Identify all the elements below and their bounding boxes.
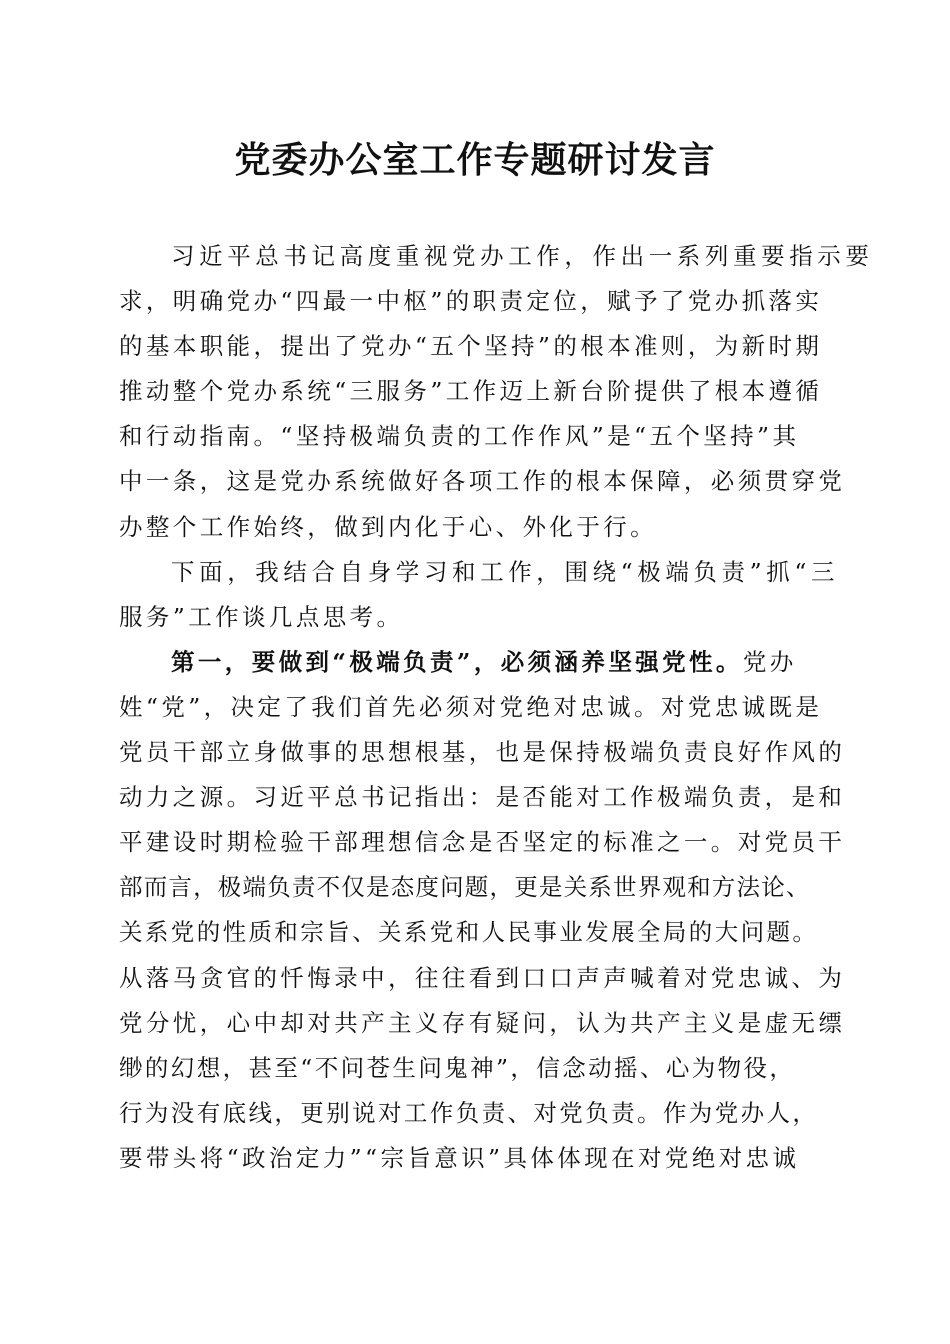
document-body [119,234,874,1181]
document-title: 党委办公室工作专题研讨发言 [234,139,716,181]
paragraph-line: 行为没有底线，更别说对工作负责、对党负责。作为党办人， [119,1098,819,1127]
paragraph-line: 缈的幻想，甚至“不问苍生问鬼神”，信念动摇、心为物役， [119,1053,796,1082]
lead-continuation: 党办 [742,647,797,676]
paragraph-line: 推动整个党办系统“三服务”工作迈上新台阶提供了根本遵循 [119,377,823,406]
paragraph-line: 动力之源。习近平总书记指出：是否能对工作极端负责，是和 [119,783,846,812]
paragraph-line: 从落马贪官的忏悔录中，往往看到口口声声喊着对党忠诚、为 [119,963,846,992]
paragraph-line: 党分忧，心中却对共产主义存有疑问，认为共产主义是虚无缥 [119,1008,846,1037]
lead-sentence: 第一，要做到“极端负责”，必须涵养坚强党性。 [171,647,743,676]
paragraph-line: 中一条，这是党办系统做好各项工作的根本保障，必须贯穿党 [119,467,846,496]
paragraph-line: 姓“党”，决定了我们首先必须对党绝对忠诚。对党忠诚既是 [119,692,823,721]
paragraph-line-with-lead [119,640,831,685]
paragraph-line: 下面，我结合自身学习和工作，围绕“极端负责”抓“三 [171,557,840,586]
paragraph-line: 习近平总书记高度重视党办工作，作出一系列重要指示要 [171,242,874,270]
paragraph-line: 和行动指南。“坚持极端负责的工作作风”是“五个坚持”其 [119,422,800,451]
paragraph-line: 关系党的性质和宗旨、关系党和人民事业发展全局的大问题。 [119,918,819,947]
paragraph-line: 求，明确党办“四最一中枢”的职责定位，赋予了党办抓落实 [119,287,823,316]
paragraph-line: 平建设时期检验干部理想信念是否坚定的标准之一。对党员干 [119,828,846,857]
paragraph-line: 的基本职能，提出了党办“五个坚持”的根本准则，为新时期 [119,332,823,361]
paragraph-line: 党员干部立身做事的思想根基，也是保持极端负责良好作风的 [119,738,846,767]
paragraph-line: 服务”工作谈几点思考。 [119,602,404,631]
paragraph-line: 办整个工作始终，做到内化于心、外化于行。 [119,512,657,541]
paragraph-line: 部而言，极端负责不仅是态度问题，更是关系世界观和方法论、 [119,873,811,902]
paragraph-line: 要带头将“政治定力”“宗旨意识”具体体现在对党绝对忠诚 [119,1143,800,1172]
